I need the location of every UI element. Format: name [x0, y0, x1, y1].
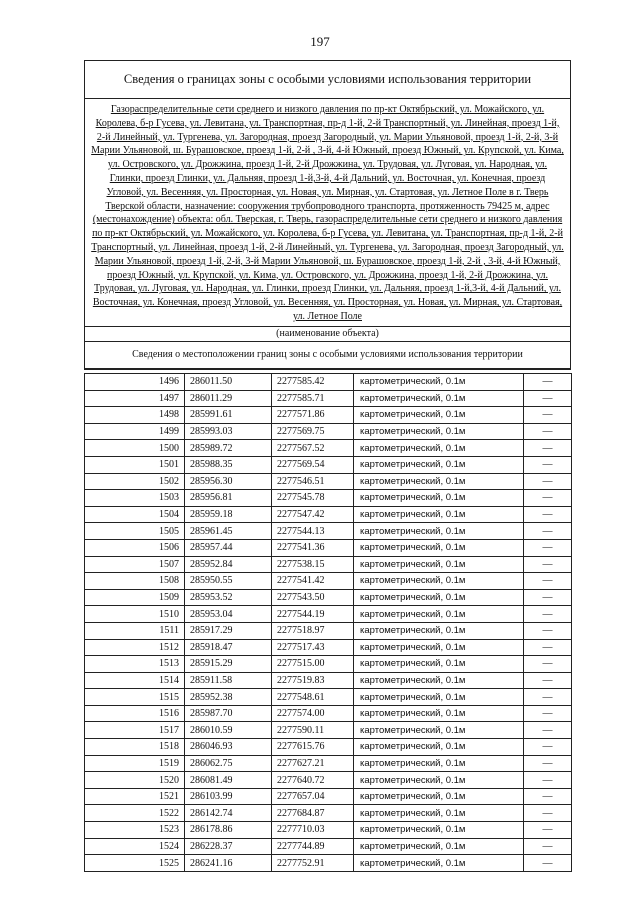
note-cell: — [524, 456, 572, 473]
table-row [85, 374, 572, 391]
note-cell: — [524, 755, 572, 772]
zone-info-block [84, 60, 571, 370]
note-cell: — [524, 506, 572, 523]
coord-x: 285987.70 [185, 705, 272, 722]
table-row [85, 456, 572, 473]
coord-x: 286142.74 [185, 805, 272, 822]
point-number: 1502 [85, 473, 185, 490]
point-number: 1522 [85, 805, 185, 822]
coord-x: 285911.58 [185, 672, 272, 689]
point-number: 1511 [85, 622, 185, 639]
point-number: 1506 [85, 539, 185, 556]
note-cell: — [524, 556, 572, 573]
coord-y: 2277615.76 [272, 739, 354, 756]
coord-x: 285993.03 [185, 423, 272, 440]
coord-x: 286011.50 [185, 374, 272, 391]
coord-y: 2277640.72 [272, 772, 354, 789]
determination-method: картометрический, 0.1м [354, 689, 524, 706]
note-cell: — [524, 523, 572, 540]
coord-y: 2277569.54 [272, 456, 354, 473]
coord-x: 286228.37 [185, 838, 272, 855]
table-row [85, 672, 572, 689]
point-number: 1503 [85, 490, 185, 507]
point-number: 1508 [85, 573, 185, 590]
note-cell: — [524, 722, 572, 739]
coord-x: 286241.16 [185, 855, 272, 872]
coord-y: 2277517.43 [272, 639, 354, 656]
coord-x: 285915.29 [185, 656, 272, 673]
coord-y: 2277543.50 [272, 589, 354, 606]
coord-y: 2277544.13 [272, 523, 354, 540]
object-description [85, 99, 570, 327]
table-row [85, 739, 572, 756]
coord-x: 286046.93 [185, 739, 272, 756]
determination-method: картометрический, 0.1м [354, 440, 524, 457]
determination-method: картометрический, 0.1м [354, 539, 524, 556]
determination-method: картометрический, 0.1м [354, 855, 524, 872]
table-row [85, 423, 572, 440]
note-cell: — [524, 589, 572, 606]
note-cell: — [524, 672, 572, 689]
note-cell: — [524, 622, 572, 639]
note-cell: — [524, 407, 572, 424]
determination-method: картометрический, 0.1м [354, 755, 524, 772]
coord-x: 286010.59 [185, 722, 272, 739]
determination-method: картометрический, 0.1м [354, 456, 524, 473]
determination-method: картометрический, 0.1м [354, 739, 524, 756]
table-row [85, 639, 572, 656]
point-number: 1517 [85, 722, 185, 739]
coord-y: 2277519.83 [272, 672, 354, 689]
note-cell: — [524, 440, 572, 457]
coord-y: 2277684.87 [272, 805, 354, 822]
coord-y: 2277574.00 [272, 705, 354, 722]
note-cell: — [524, 473, 572, 490]
coord-y: 2277544.19 [272, 606, 354, 623]
coord-x: 285917.29 [185, 622, 272, 639]
coord-y: 2277567.52 [272, 440, 354, 457]
coord-x: 285989.72 [185, 440, 272, 457]
table-row [85, 473, 572, 490]
note-cell: — [524, 490, 572, 507]
coord-y: 2277547.42 [272, 506, 354, 523]
coord-x: 285988.35 [185, 456, 272, 473]
object-description-text: Газораспределительные сети среднего и низкого давления по пр-кт Октябрьский, ул. Можайского, ул. Королева, б-р Гусева, ул. Левитана, ул. Транспортная, пр-д 1-й, 2-й Транспортный, ул. Линейная, проезд 1-й, 2-й Линейный, ул. Тургенева, ул. Загородная, проезд Загородный, ул. Марии Ульяновой, проезд 1-й, 2-й, 3-й Марии Ульяновой, ш. Бурашовское, проезд 1-й, 2-й , 3-й, 4-й Южный, проезд Южный, ул. Крупской, ул. Кима, ул. Островского, ул. Дрожжина, проезд 1-й, 2-й Дрожжина, ул. Трудовая, ул. Луговая, ул. Народная, ул. Глинки, проезд Глинки, ул. Дальняя, проезд 1-й,3-й, 4-й Дальний, ул. Восточная, ул. Конечная, проезд Угловой, ул. Весенняя, ул. Просторная, ул. Новая, ул. Мирная, ул. Стартовая, ул. Летное Поле в г. Тверь Тверской области, назначение: сооружения трубопроводного транспорта, протяженность 79425 м, адрес (местонахождение) объекта: обл. Тверская, г. Тверь, газораспределительные сети среднего и низкого давления по пр-кт Октябрьский, ул. Можайского, ул. Королева, б-р Гусева, ул. Левитана, ул. Транспортная, пр-д 1-й, 2-й Транспортный, ул. Линейная, проезд 1-й, 2-й Линейный, ул. Тургенева, ул. Загородная, проезд Загородный, ул. Марии Ульяновой, проезд 1-й, 2-й, 3-й Марии Ульяновой, ш. Бурашовское, проезд 1-й, 2-й , 3-й, 4-й Южный, проезд Южный, ул. Крупской, ул. Кима, ул. Островского, ул. Дрожжина, проезд 1-й, 2-й Дрожжина, ул. Трудовая, ул. Луговая, ул. Народная, ул. Глинки, проезд Глинки, ул. Дальняя, проезд 1-й,3-й, 4-й Дальний, ул. Восточная, ул. Конечная, проезд Угловой, ул. Весенняя, ул. Просторная, ул. Новая, ул. Мирная, ул. Стартовая, ул. Летное Поле [91, 104, 564, 322]
coord-y: 2277541.42 [272, 573, 354, 590]
coord-x: 285956.30 [185, 473, 272, 490]
note-cell: — [524, 539, 572, 556]
coord-x: 285918.47 [185, 639, 272, 656]
table-row [85, 506, 572, 523]
coord-x: 285959.18 [185, 506, 272, 523]
document-title: Сведения о границах зоны с особыми условиями использования территории [85, 61, 570, 99]
point-number: 1515 [85, 689, 185, 706]
table-row [85, 539, 572, 556]
coord-y: 2277515.00 [272, 656, 354, 673]
note-cell: — [524, 573, 572, 590]
note-cell: — [524, 838, 572, 855]
point-number: 1510 [85, 606, 185, 623]
table-row [85, 573, 572, 590]
point-number: 1512 [85, 639, 185, 656]
table-row [85, 523, 572, 540]
note-cell: — [524, 423, 572, 440]
table-row [85, 589, 572, 606]
note-cell: — [524, 689, 572, 706]
table-row [85, 407, 572, 424]
note-cell: — [524, 639, 572, 656]
page-number: 197 [310, 34, 330, 49]
coord-y: 2277569.75 [272, 423, 354, 440]
table-row [85, 722, 572, 739]
point-number: 1518 [85, 739, 185, 756]
table-row [85, 490, 572, 507]
determination-method: картометрический, 0.1м [354, 805, 524, 822]
point-number: 1514 [85, 672, 185, 689]
point-number: 1501 [85, 456, 185, 473]
coord-y: 2277546.51 [272, 473, 354, 490]
point-number: 1507 [85, 556, 185, 573]
coord-x: 285991.61 [185, 407, 272, 424]
coord-x: 285957.44 [185, 539, 272, 556]
determination-method: картометрический, 0.1м [354, 672, 524, 689]
coord-x: 285961.45 [185, 523, 272, 540]
coord-y: 2277518.97 [272, 622, 354, 639]
determination-method: картометрический, 0.1м [354, 523, 524, 540]
coord-x: 286062.75 [185, 755, 272, 772]
determination-method: картометрический, 0.1м [354, 705, 524, 722]
coord-x: 285952.38 [185, 689, 272, 706]
point-number: 1525 [85, 855, 185, 872]
table-row [85, 689, 572, 706]
point-number: 1499 [85, 423, 185, 440]
section-title: Сведения о местоположении границ зоны с особыми условиями использования территории [85, 342, 570, 369]
determination-method: картометрический, 0.1м [354, 573, 524, 590]
coordinates-table [84, 373, 572, 872]
table-row [85, 788, 572, 805]
coord-x: 285950.55 [185, 573, 272, 590]
coord-y: 2277541.36 [272, 539, 354, 556]
point-number: 1505 [85, 523, 185, 540]
point-number: 1500 [85, 440, 185, 457]
coord-y: 2277538.15 [272, 556, 354, 573]
determination-method: картометрический, 0.1м [354, 473, 524, 490]
note-cell: — [524, 374, 572, 391]
coord-y: 2277752.91 [272, 855, 354, 872]
table-row [85, 755, 572, 772]
determination-method: картометрический, 0.1м [354, 490, 524, 507]
determination-method: картометрический, 0.1м [354, 822, 524, 839]
determination-method: картометрический, 0.1м [354, 622, 524, 639]
coord-y: 2277627.21 [272, 755, 354, 772]
table-row [85, 440, 572, 457]
coord-y: 2277545.78 [272, 490, 354, 507]
point-number: 1509 [85, 589, 185, 606]
point-number: 1498 [85, 407, 185, 424]
coord-y: 2277657.04 [272, 788, 354, 805]
note-cell: — [524, 739, 572, 756]
table-row [85, 656, 572, 673]
table-row [85, 805, 572, 822]
determination-method: картометрический, 0.1м [354, 722, 524, 739]
coord-y: 2277744.89 [272, 838, 354, 855]
determination-method: картометрический, 0.1м [354, 589, 524, 606]
note-cell: — [524, 855, 572, 872]
determination-method: картометрический, 0.1м [354, 407, 524, 424]
coord-y: 2277585.42 [272, 374, 354, 391]
point-number: 1504 [85, 506, 185, 523]
coord-x: 286103.99 [185, 788, 272, 805]
coord-x: 286081.49 [185, 772, 272, 789]
note-cell: — [524, 788, 572, 805]
determination-method: картометрический, 0.1м [354, 374, 524, 391]
determination-method: картометрический, 0.1м [354, 423, 524, 440]
point-number: 1520 [85, 772, 185, 789]
coordinates-table-body [85, 374, 572, 872]
determination-method: картометрический, 0.1м [354, 788, 524, 805]
determination-method: картометрический, 0.1м [354, 506, 524, 523]
coord-y: 2277710.03 [272, 822, 354, 839]
point-number: 1513 [85, 656, 185, 673]
note-cell: — [524, 772, 572, 789]
note-cell: — [524, 705, 572, 722]
determination-method: картометрический, 0.1м [354, 772, 524, 789]
table-row [85, 606, 572, 623]
note-cell: — [524, 656, 572, 673]
point-number: 1516 [85, 705, 185, 722]
table-row [85, 772, 572, 789]
object-caption: (наименование объекта) [85, 327, 570, 342]
determination-method: картометрический, 0.1м [354, 656, 524, 673]
coord-x: 285953.04 [185, 606, 272, 623]
coord-y: 2277548.61 [272, 689, 354, 706]
table-row [85, 622, 572, 639]
coord-x: 285956.81 [185, 490, 272, 507]
point-number: 1519 [85, 755, 185, 772]
point-number: 1521 [85, 788, 185, 805]
coord-x: 286011.29 [185, 390, 272, 407]
table-row [85, 855, 572, 872]
table-row [85, 705, 572, 722]
coord-x: 286178.86 [185, 822, 272, 839]
coord-y: 2277571.86 [272, 407, 354, 424]
determination-method: картометрический, 0.1м [354, 390, 524, 407]
point-number: 1496 [85, 374, 185, 391]
point-number: 1497 [85, 390, 185, 407]
note-cell: — [524, 390, 572, 407]
coord-x: 285952.84 [185, 556, 272, 573]
table-row [85, 390, 572, 407]
coord-y: 2277590.11 [272, 722, 354, 739]
table-row [85, 556, 572, 573]
point-number: 1523 [85, 822, 185, 839]
table-row [85, 838, 572, 855]
coord-y: 2277585.71 [272, 390, 354, 407]
point-number: 1524 [85, 838, 185, 855]
determination-method: картометрический, 0.1м [354, 606, 524, 623]
determination-method: картометрический, 0.1м [354, 556, 524, 573]
note-cell: — [524, 805, 572, 822]
coord-x: 285953.52 [185, 589, 272, 606]
determination-method: картометрический, 0.1м [354, 838, 524, 855]
determination-method: картометрический, 0.1м [354, 639, 524, 656]
table-row [85, 822, 572, 839]
note-cell: — [524, 822, 572, 839]
note-cell: — [524, 606, 572, 623]
